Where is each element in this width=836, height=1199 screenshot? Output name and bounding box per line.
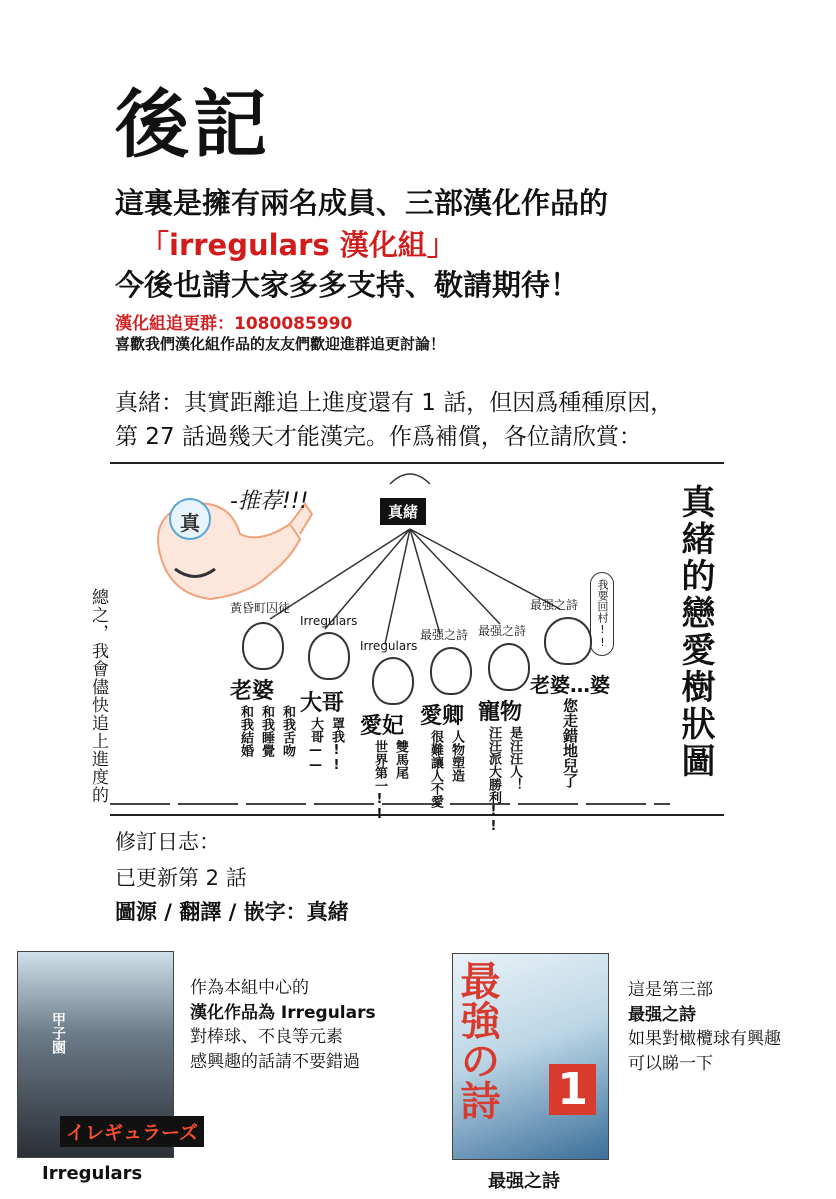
branch-desc: 雙馬尾 bbox=[393, 740, 408, 779]
character-face-icon bbox=[430, 647, 472, 695]
branch-desc: 汪汪派大勝利!! bbox=[486, 726, 501, 834]
blurb-line: 這是第三部 bbox=[628, 980, 713, 1000]
branch-desc: 和我睡覺 bbox=[259, 705, 274, 757]
blurb-line: 對棒球、不良等元素 bbox=[190, 1027, 343, 1048]
branch-name: 大哥 bbox=[300, 691, 345, 716]
branch-desc: 罩我!! bbox=[329, 717, 344, 773]
intro-line-1: 這裏是擁有兩名成員、三部漢化作品的 bbox=[115, 186, 609, 220]
branch-tag: 最强之詩 bbox=[530, 598, 579, 612]
blurb-line: 如果對橄欖球有興趣 bbox=[628, 1029, 781, 1050]
branch-tag: Irregulars bbox=[300, 614, 358, 628]
strongest-poem-blurb bbox=[628, 978, 781, 1077]
irregulars-blurb bbox=[190, 976, 376, 1075]
cover-logo: イレギュラーズ bbox=[60, 1116, 204, 1147]
note-line-2: 第 27 話過幾天才能漢完。作爲補償，各位請欣賞： bbox=[115, 424, 642, 450]
character-face-icon bbox=[488, 643, 530, 691]
note-line-1: 真緒：其實距離追上進度還有 1 話，但因爲種種原因， bbox=[115, 390, 674, 416]
blurb-line: 作為本組中心的 bbox=[190, 978, 309, 998]
branch-desc: 您走錯地兒了 bbox=[561, 698, 579, 788]
log-credits: 圖源 / 翻譯 / 嵌字：真緒 bbox=[115, 900, 349, 924]
blurb-line: 感興趣的話請不要錯過 bbox=[190, 1051, 360, 1072]
sticker-label: 真 bbox=[180, 511, 200, 535]
log-title: 修訂日志： bbox=[115, 830, 220, 854]
branch-tag: 最强之詩 bbox=[478, 624, 527, 638]
irregulars-cover bbox=[17, 951, 199, 1158]
branch-desc: 大哥—— bbox=[308, 717, 323, 773]
branch-2 bbox=[300, 614, 357, 773]
branch-name: 愛妃 bbox=[360, 714, 405, 739]
irregulars-caption: Irregulars bbox=[42, 1163, 143, 1184]
log-update: 已更新第 2 話 bbox=[115, 866, 247, 890]
tree-root-label: 真緒 bbox=[380, 498, 426, 525]
character-face-icon bbox=[242, 622, 284, 670]
branch-name: 愛卿 bbox=[420, 704, 465, 729]
branch-3 bbox=[360, 639, 417, 822]
blurb-line: 可以睇一下 bbox=[628, 1053, 713, 1074]
character-face-icon bbox=[544, 617, 592, 665]
strongest-poem-cover bbox=[452, 953, 609, 1160]
page-title: 後記 bbox=[115, 82, 271, 168]
branch-name: 老婆…婆 bbox=[530, 673, 610, 697]
cover-volume: 1 bbox=[549, 1064, 596, 1115]
branch-tag: Irregulars bbox=[360, 639, 418, 653]
qq-group-text: 漢化組追更群：1080085990 bbox=[115, 314, 353, 334]
branch-desc: 很難讓人不愛 bbox=[428, 730, 443, 808]
tree-title: 真緒的戀愛樹狀圖 bbox=[675, 484, 715, 780]
love-tree-diagram bbox=[110, 462, 724, 834]
cover-subtitle: 甲子園 bbox=[50, 1012, 66, 1054]
strongest-poem-caption: 最强之詩 bbox=[488, 1171, 560, 1192]
blurb-line: 最强之詩 bbox=[628, 1004, 696, 1025]
branch-desc: 世界第一!! bbox=[372, 740, 387, 822]
intro-line-3: 今後也請大家多多支持、敬請期待！ bbox=[115, 268, 580, 302]
branch-4 bbox=[420, 626, 472, 808]
speech-bubble: 我要回村!! bbox=[590, 572, 614, 656]
branch-tag: 最强之詩 bbox=[420, 628, 469, 642]
branch-1 bbox=[230, 599, 297, 757]
group-name: 「irregulars 漢化組」 bbox=[140, 228, 456, 262]
character-face-icon bbox=[372, 657, 414, 705]
invite-text: 喜歡我們漢化組作品的友友們歡迎進群追更討論！ bbox=[115, 335, 446, 353]
character-face-icon bbox=[308, 632, 350, 680]
branch-6 bbox=[530, 596, 610, 788]
branch-desc: 是汪汪人！ bbox=[507, 726, 522, 791]
branch-name: 老婆 bbox=[230, 679, 275, 704]
branch-5 bbox=[478, 622, 530, 834]
side-note: 總之，我會儘快追上進度的 bbox=[88, 588, 108, 804]
cover-logo: 最強の詩 bbox=[454, 960, 500, 1120]
branch-desc: 和我舌吻 bbox=[280, 705, 295, 757]
branch-tag: 黃昏町囚徒 bbox=[230, 601, 291, 615]
branch-desc: 和我結婚 bbox=[238, 705, 253, 757]
blurb-line: 漢化作品為 Irregulars bbox=[190, 1002, 376, 1023]
recommend-text: -推荐!!! bbox=[230, 489, 309, 514]
branch-name: 寵物 bbox=[478, 700, 523, 725]
branch-desc: 人物塑造 bbox=[449, 730, 464, 782]
